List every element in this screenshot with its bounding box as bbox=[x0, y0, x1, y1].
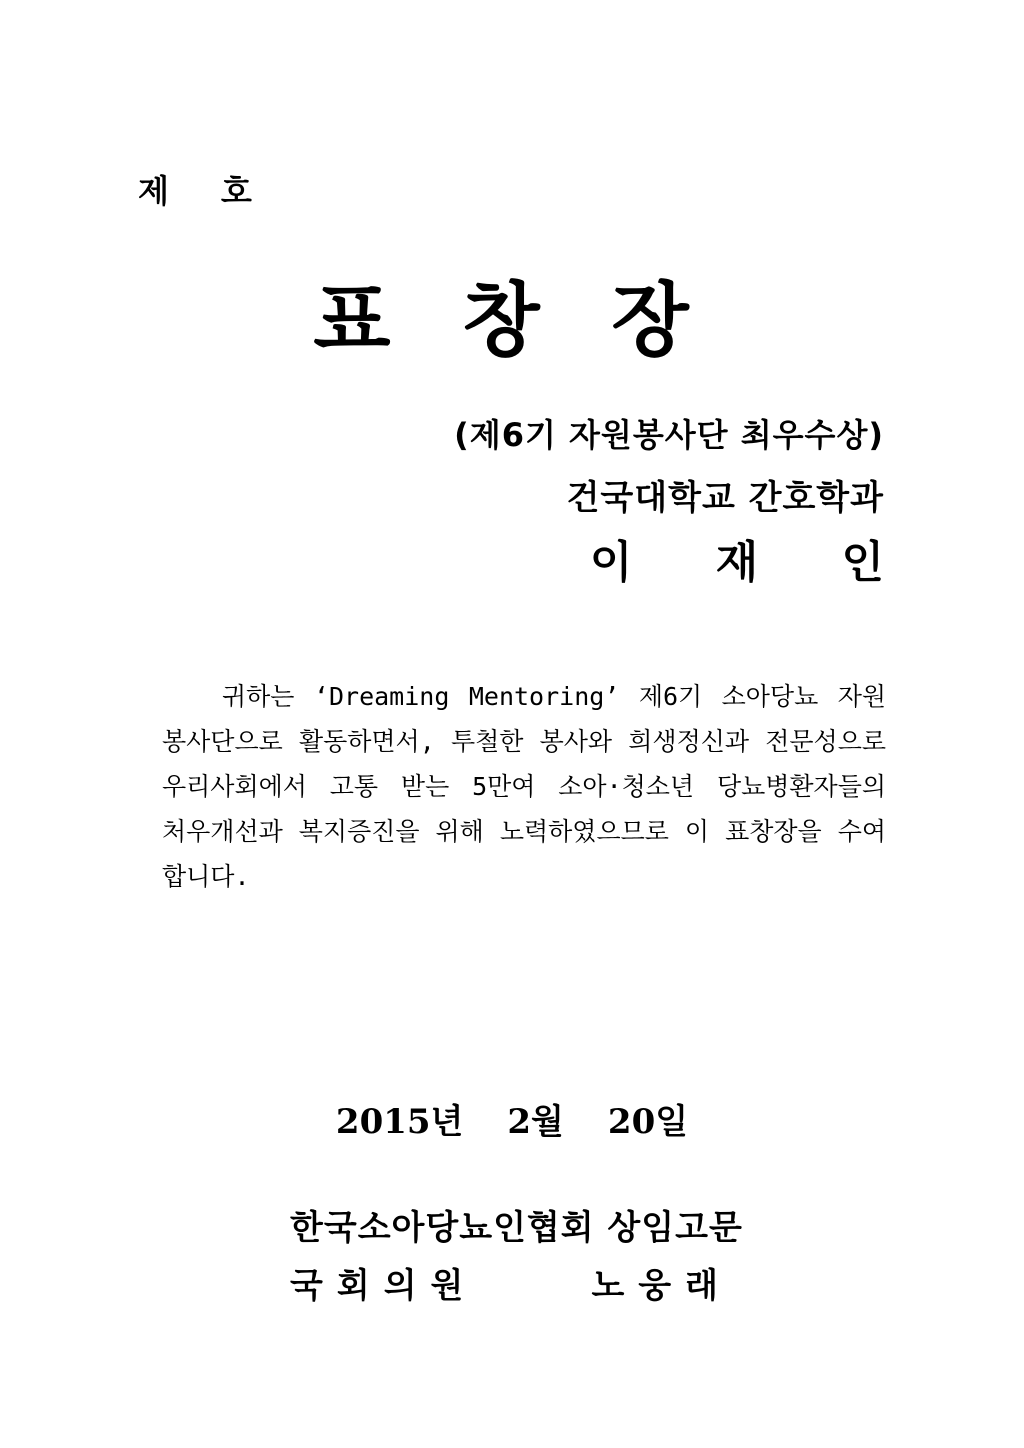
issue-date-day: 20일 bbox=[607, 1102, 689, 1142]
certificate-title: 표 창 장 bbox=[313, 273, 711, 367]
document-number-suffix: 호 bbox=[220, 172, 252, 210]
issuer-name: 노웅래 bbox=[591, 1266, 732, 1306]
issue-date bbox=[0, 1094, 1024, 1143]
award-name: (제6기 자원봉사단 최우수상) bbox=[454, 416, 884, 454]
recipient-name: 이 재 인 bbox=[589, 537, 918, 588]
document-number bbox=[138, 166, 252, 212]
issue-date-month: 2월 bbox=[507, 1102, 564, 1142]
issuer-position: 국회의원 bbox=[290, 1266, 478, 1306]
document-number-prefix: 제 bbox=[138, 172, 169, 210]
recipient-affiliation: 건국대학교 간호학과 bbox=[566, 478, 884, 518]
citation-text: 귀하는 ‘Dreaming Mentoring’ 제6기 소아당뇨 자원봉사단으로 활동하면서, 투철한 봉사와 희생정신과 전문성으로 우리사회에서 고통 받는 5만여 소아·청소년 당뇨병환자들의 처우개선과 복지증진을 위해 노력하였으므로 이 표창장을 수여합니다. bbox=[162, 682, 886, 891]
issuer-organization: 한국소아당뇨인협회 상임고문 bbox=[290, 1208, 743, 1248]
issue-date-year: 2015년 bbox=[335, 1102, 464, 1142]
issuer-signature-line bbox=[290, 1258, 732, 1307]
